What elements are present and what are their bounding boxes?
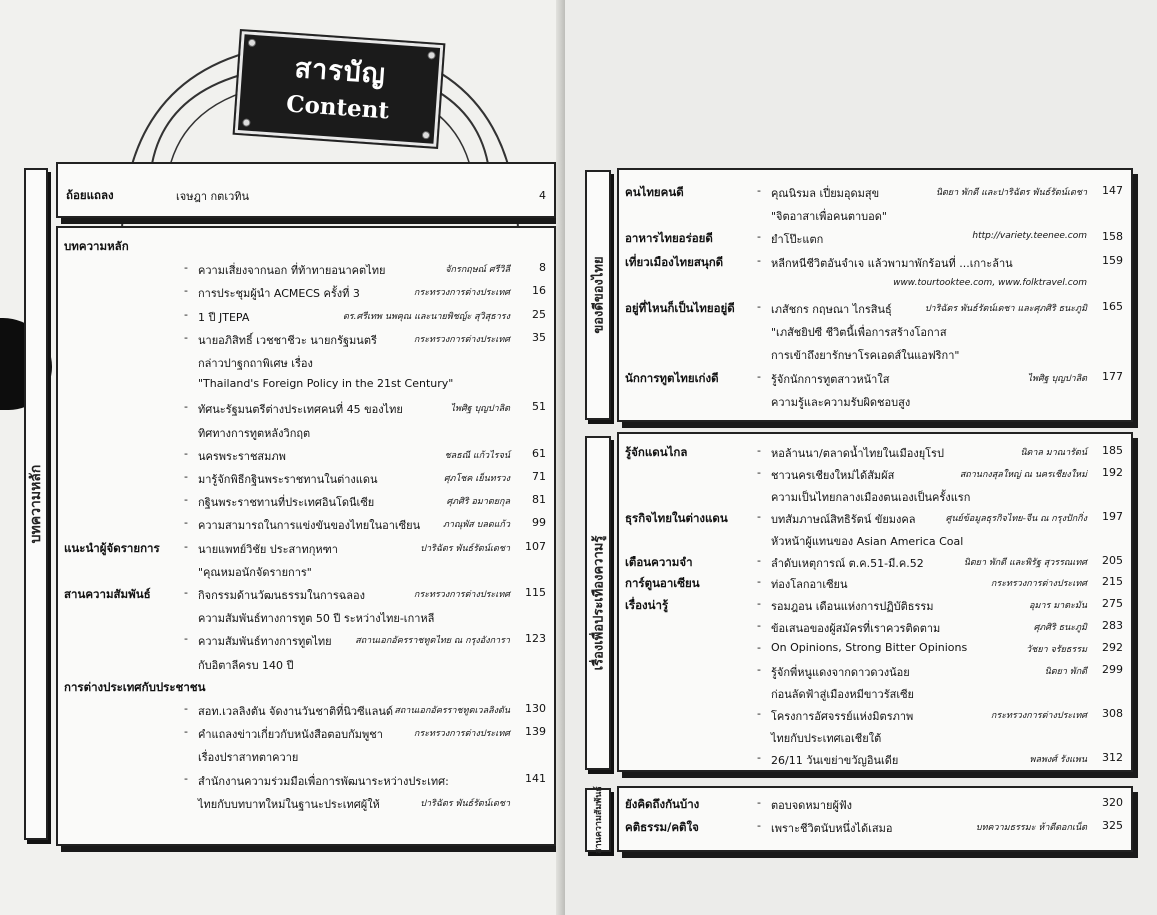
toc-page-number: 123 — [525, 632, 546, 646]
toc-entry-author: ไพศิฐ บุญปาลิต — [450, 404, 510, 415]
toc-row — [619, 619, 1131, 641]
toc-dash: - — [184, 771, 188, 785]
toc-entry-author: ศุภศิริ ธนะภูมิ — [1033, 623, 1087, 634]
toc-section-label: ธุรกิจไทยในต่างแดน — [625, 510, 728, 525]
right-side-tab-1-label: ของดีของไทย — [591, 256, 607, 334]
toc-dash: - — [184, 284, 188, 298]
toc-entry-continued: เรื่องปราสาทตาควาย — [198, 751, 299, 765]
toc-entry-title: รู้จักนักการทูตสาวหน้าใส — [771, 372, 890, 386]
toc-section-label: การต่างประเทศกับประชาชน — [64, 679, 206, 694]
toc-entry-author: ปาริฉัตร พันธ์รัตน์เดชา — [420, 543, 510, 554]
toc-entry-author: กระทรวงการต่างประเทศ — [990, 579, 1087, 590]
toc-entry-author: นิตยา พักดี และปาริฉัตร พันธ์รัตน์เดชา — [935, 188, 1087, 198]
intro-box — [56, 162, 556, 218]
toc-entry-author: จักรกฤษณ์ ศรีวิลี — [445, 265, 510, 276]
toc-page-number: 51 — [532, 400, 546, 414]
toc-row — [58, 679, 554, 702]
toc-entry-title: สอท.เวลลิงตัน จัดงานวันชาติที่นิวซีแลนด์ — [198, 705, 394, 718]
toc-entry-author: กระทรวงการต่างประเทศ — [413, 729, 510, 740]
toc-row — [58, 540, 554, 563]
toc-entry-author: บทความธรรมะ ห้าดีดอกเน็ต — [975, 823, 1087, 833]
toc-section-label: อาหารไทยอร่อยดี — [625, 231, 713, 246]
toc-page-number: 130 — [525, 702, 546, 715]
toc-section-label: คนไทยคนดี — [625, 185, 684, 199]
toc-row — [619, 532, 1131, 554]
toc-page-number: 165 — [1102, 300, 1123, 313]
toc-dash: - — [184, 539, 188, 553]
toc-dash: - — [184, 307, 188, 321]
toc-entry-continued: กล่าวปาฐกถาพิเศษ เรื่อง — [198, 357, 313, 370]
toc-entry-continued: ก่อนลัดฟ้าสู่เมืองหมีขาวรัสเซีย — [771, 687, 915, 701]
toc-entry-author: ภาณุพัส บลดแก้ว — [443, 520, 510, 531]
toc-entry-author: สถานเอกอัครราชทูตเวลลิงตัน — [394, 706, 510, 716]
toc-entry-continued: "คุณหมอนักจัดรายการ" — [198, 565, 312, 579]
right-side-tab-2 — [585, 436, 611, 770]
toc-row — [619, 597, 1131, 619]
toc-dash: - — [757, 253, 761, 267]
toc-dash: - — [757, 706, 761, 720]
toc-entry-author: สถานเอกอัครราชทูตไทย ณ กรุงอังการา — [355, 636, 510, 647]
intro-page: 4 — [539, 189, 546, 202]
toc-dash: - — [184, 586, 188, 599]
toc-dash: - — [757, 553, 761, 567]
toc-row — [58, 563, 554, 586]
toc-dash: - — [757, 575, 761, 589]
toc-dash: - — [757, 369, 761, 383]
toc-row — [619, 254, 1131, 277]
toc-dash: - — [757, 444, 761, 457]
toc-page-number: 115 — [525, 586, 546, 599]
toc-entry-title: กิจกรรมด้านวัฒนธรรมในการฉลอง — [198, 589, 365, 602]
toc-entry-title: On Opinions, Strong Bitter Opinions — [771, 641, 968, 655]
toc-row — [58, 609, 554, 632]
toc-section-label: การ์ตูนอาเซียน — [625, 576, 700, 591]
toc-dash: - — [757, 641, 761, 655]
toc-entry-title: รู้จักพี่หนูแดงจากดาวดวงน้อย — [771, 666, 910, 679]
toc-page-number: 185 — [1102, 444, 1123, 457]
right-side-tab-3 — [585, 788, 611, 852]
intro-author: เจษฎา กตเวทิน — [176, 190, 250, 203]
main-contents-box — [56, 226, 556, 846]
toc-row — [58, 354, 554, 377]
toc-page-number: 192 — [1102, 465, 1123, 479]
intro-section: ถ้อยแถลง — [66, 188, 114, 202]
toc-row — [58, 238, 554, 261]
toc-row — [619, 510, 1131, 532]
toc-row — [58, 308, 554, 331]
toc-dash: - — [184, 330, 188, 344]
toc-row — [619, 444, 1131, 466]
toc-row — [619, 751, 1131, 773]
toc-row — [58, 400, 554, 423]
toc-entry-title: ความเสี่ยงจากนอก ที่ท้าทายอนาคตไทย — [198, 264, 386, 278]
toc-entry-title: นายอภิสิทธิ์ เวชชาชีวะ นายกรัฐมนตรี — [198, 333, 377, 347]
toc-entry-continued: ความเป็นไทยกลางเมืองตนเองเป็นครั้งแรก — [771, 490, 971, 504]
toc-entry-continued: ไทยกับประเทศเอเชียใต้ — [771, 731, 882, 745]
toc-entry-continued: "Thailand's Foreign Policy in the 21st Century" — [198, 377, 454, 391]
toc-row — [619, 641, 1131, 663]
toc-page-number: 35 — [532, 330, 546, 344]
toc-entry-author: นิตยา พักดี — [1044, 667, 1087, 677]
toc-row — [58, 656, 554, 679]
toc-row — [619, 466, 1131, 488]
toc-page-number: 205 — [1102, 553, 1123, 567]
toc-dash: - — [757, 619, 761, 633]
toc-section-label: เรื่องน่ารู้ — [625, 598, 669, 613]
toc-entry-author: ศูนย์ข้อมูลธุรกิจไทย-จีน ณ กรุงปักกิ่ง — [945, 513, 1087, 524]
toc-entry-title: นายแพทย์วิชัย ประสาทกุหฑา — [198, 542, 338, 556]
toc-entry-title: กฐินพระราชทานที่ประเทศอินโดนีเซีย — [198, 496, 375, 510]
right-contents-box-2 — [617, 432, 1133, 772]
toc-section-label: รู้จักแดนไกล — [625, 445, 688, 459]
toc-page-number: 320 — [1102, 796, 1123, 809]
toc-entry-title: ความสามารถในการแข่งขันของไทยในอาเซียน — [198, 519, 421, 533]
toc-entry-continued: ความรู้และความรับผิดชอบสูง — [771, 395, 911, 409]
toc-page-number: 197 — [1102, 509, 1123, 523]
toc-section-label: ยังคิดถึงกันบ้าง — [625, 797, 700, 811]
toc-entry-author: กระทรวงการต่างประเทศ — [413, 590, 510, 600]
toc-page-number: 8 — [539, 261, 546, 275]
toc-row — [58, 470, 554, 493]
toc-entry-url: www.tourtooktee.com, www.folktravel.com — [893, 277, 1087, 288]
toc-entry-title: ยำโป๊ะแตก — [771, 233, 824, 247]
toc-entry-author: กระทรวงการต่างประเทศ — [413, 288, 510, 299]
toc-dash: - — [757, 597, 761, 611]
toc-page-number: 159 — [1102, 253, 1123, 267]
title-english: Content — [285, 90, 391, 125]
toc-entry-title: ความสัมพันธ์ทางการทูตไทย — [198, 635, 332, 649]
toc-page-number: 141 — [525, 771, 546, 785]
toc-row — [619, 207, 1131, 230]
toc-page-number: 99 — [532, 516, 546, 530]
toc-entry-author: กระทรวงการต่างประเทศ — [990, 710, 1087, 721]
title-thai: สารบัญ — [293, 52, 387, 91]
toc-row — [619, 346, 1131, 369]
toc-dash: - — [757, 750, 761, 764]
toc-entry-author: นิตยา พักดี และพิรัฐ สุวรรณเทศ — [963, 557, 1087, 568]
toc-entry-title: รอมฎอน เดือนแห่งการปฏิบัติธรรม — [771, 600, 934, 614]
toc-section-label: เที่ยวเมืองไทยสนุกดี — [625, 254, 724, 269]
right-contents-box-3 — [617, 786, 1133, 852]
toc-entry-author: ปาริฉัตร พันธ์รัตน์เดชา — [420, 798, 510, 809]
toc-section-label: คติธรรม/คติใจ — [625, 820, 699, 834]
toc-entry-title: ลำดับเหตุการณ์ ต.ค.51-มี.ค.52 — [771, 556, 924, 570]
toc-page-number: 139 — [525, 725, 546, 739]
toc-entry-title: การประชุมผู้นำ ACMECS ครั้งที่ 3 — [198, 287, 360, 301]
toc-row — [58, 424, 554, 447]
toc-section-label: สานความสัมพันธ์ — [64, 587, 151, 601]
toc-entry-author: ดร.ศรีเทพ นพคุณ และนายพิชญ์ะ สุวิสุธารง — [342, 311, 510, 322]
toc-entry-title: บทสัมภาษณ์สิทธิรัตน์ ขัยมงคล — [771, 512, 916, 526]
right-contents-box-1 — [617, 168, 1133, 422]
toc-entry-title: นครพระราชสมภพ — [198, 449, 286, 463]
right-side-tab-1 — [585, 170, 611, 420]
toc-dash: - — [757, 184, 761, 197]
toc-entry-author: ศุภศิริ อมาตยกุล — [446, 497, 510, 508]
title-sign — [235, 31, 444, 147]
toc-entry-continued: ความสัมพันธ์ทางการทูต 50 ปี ระหว่างไทย-เกาหลี — [198, 612, 435, 626]
toc-entry-author: พลพงศ์ รังแพน — [1029, 754, 1087, 765]
right-side-tab-2-label: เรื่องเพื่อประเทืองความรู้ — [591, 535, 607, 671]
bolt-icon — [422, 131, 431, 140]
toc-row — [619, 707, 1131, 729]
toc-entry-title: ตอบจดหมายผู้ฟัง — [771, 799, 853, 812]
toc-page-number: 299 — [1102, 663, 1123, 676]
toc-row — [619, 685, 1131, 707]
left-side-tab — [24, 168, 48, 840]
toc-dash: - — [757, 663, 761, 676]
toc-entry-author: กระทรวงการต่างประเทศ — [413, 334, 510, 345]
toc-dash: - — [184, 493, 188, 507]
toc-entry-author: อุมาร มาตะมัน — [1029, 601, 1087, 612]
toc-row — [58, 702, 554, 725]
toc-entry-continued: การเข้าถึงยารักษาโรคเอดส์ในแอฟริกา" — [771, 349, 960, 363]
toc-row — [58, 261, 554, 284]
toc-dash: - — [757, 509, 761, 523]
toc-entry-title: เพราะชีวิตนับหนึ่งได้เสมอ — [771, 822, 893, 835]
toc-section-label: แนะนำผู้จัดรายการ — [64, 540, 160, 555]
toc-entry-continued: กับอิตาลีครบ 140 ปี — [198, 658, 294, 672]
toc-entry-title: หอล้านนา/ตลาดน้ำไทยในเมืองยุโรป — [771, 447, 944, 460]
toc-page-number: 312 — [1102, 750, 1123, 764]
toc-row — [58, 795, 554, 818]
toc-row — [619, 300, 1131, 323]
toc-entry-title: ท่องโลกอาเซียน — [771, 578, 848, 592]
toc-entry-author: ชลธณี แก้วไรจน์ — [444, 450, 510, 461]
toc-row — [619, 554, 1131, 576]
toc-entry-continued: "เภสัชยิปซี ชีวิตนี้เพื่อการสร้างโอกาส — [771, 326, 947, 340]
toc-row — [619, 663, 1131, 685]
toc-entry-author: สถานกงสุลใหญ่ ณ นครเชียงใหม่ — [959, 469, 1087, 480]
toc-row — [58, 516, 554, 539]
toc-dash: - — [757, 300, 761, 313]
toc-dash: - — [184, 261, 188, 275]
toc-entry-author: ปาริฉัตร พันธ์รัตน์เดชา และศุภศิริ ธนะภูมิ — [924, 304, 1087, 314]
toc-page-number: 25 — [532, 307, 546, 321]
toc-row — [619, 575, 1131, 597]
toc-entry-title: สำนักงานความร่วมมือเพื่อการพัฒนาระหว่างประเทศ: — [198, 774, 449, 788]
toc-row — [619, 184, 1131, 207]
toc-page-number: 107 — [525, 539, 546, 553]
toc-entry-author: นิดาล มาณารัตน์ — [1020, 448, 1087, 458]
toc-entry-url: http://variety.teenee.com — [972, 231, 1087, 242]
toc-page-number: 292 — [1102, 641, 1123, 655]
bolt-icon — [242, 118, 251, 127]
toc-entry-author: ไพศิฐ บุญปาลิต — [1027, 373, 1087, 384]
toc-entry-continued: หัวหน้าผู้แทนของ Asian America Coal — [771, 534, 964, 548]
toc-dash: - — [757, 465, 761, 479]
toc-section-label: นักการทูตไทยเก่งดี — [625, 370, 719, 385]
toc-row — [619, 323, 1131, 346]
toc-section-label: เตือนความจำ — [625, 554, 693, 569]
toc-section-label: อยู่ที่ไหนก็เป็นไทยอยู่ดี — [625, 301, 735, 315]
toc-row — [58, 772, 554, 795]
toc-page-number: 81 — [532, 493, 546, 507]
toc-dash: - — [757, 230, 761, 244]
toc-row — [58, 377, 554, 400]
toc-entry-title: เภสัชกร กฤษณา ไกรสินธุ์ — [771, 303, 892, 316]
toc-page-number: 16 — [532, 284, 546, 298]
toc-row — [58, 586, 554, 609]
toc-dash: - — [184, 516, 188, 530]
toc-section-label: บทความหลัก — [64, 239, 129, 253]
toc-entry-title: ชาวนครเชียงใหม่ได้สัมผัส — [771, 468, 895, 482]
toc-row — [58, 284, 554, 307]
toc-entry-title: 26/11 วันเขย่าขวัญอินเดีย — [771, 753, 899, 767]
toc-row — [58, 748, 554, 771]
toc-page-number: 61 — [532, 446, 546, 460]
toc-dash: - — [757, 819, 761, 832]
toc-row — [58, 493, 554, 516]
toc-dash: - — [184, 470, 188, 483]
toc-row — [58, 632, 554, 655]
toc-page-number: 325 — [1102, 819, 1123, 832]
toc-row — [619, 393, 1131, 416]
toc-entry-title: คำแถลงข่าวเกี่ยวกับหนังสือตอบกัมพูชา — [198, 728, 383, 742]
toc-page-number: 147 — [1102, 184, 1123, 197]
toc-entry-continued: ไทยกับบทบาทใหม่ในฐานะประเทศผู้ให้ — [198, 797, 380, 811]
toc-entry-continued: ทิศทางการทูตหลังวิกฤต — [198, 426, 311, 440]
toc-entry-continued: "จิตอาสาเพื่อคนตาบอด" — [771, 210, 887, 224]
toc-page-number: 177 — [1102, 369, 1123, 383]
toc-entry-title: โครงการอัศจรรย์แห่งมิตรภาพ — [771, 709, 914, 723]
toc-row — [58, 331, 554, 354]
toc-entry-title: คุณนิรมล เปี่ยมอุดมสุข — [771, 187, 880, 200]
toc-page-number: 283 — [1102, 619, 1123, 633]
toc-entry-title: หลีกหนีชีวิตอันจำเจ แล้วพามาพักร้อนที่ ...เกาะล้าน — [771, 256, 1013, 270]
toc-row — [58, 447, 554, 470]
left-page — [0, 0, 565, 915]
right-page — [565, 0, 1157, 915]
toc-dash: - — [184, 632, 188, 646]
toc-row — [619, 277, 1131, 300]
toc-dash: - — [184, 725, 188, 739]
toc-row — [619, 729, 1131, 751]
toc-entry-title: ข้อเสนอของผู้สมัครที่เราควรติดตาม — [771, 622, 941, 636]
toc-page-number: 71 — [532, 470, 546, 483]
toc-page-number: 158 — [1102, 230, 1123, 244]
toc-dash: - — [184, 702, 188, 715]
toc-row — [619, 370, 1131, 393]
toc-row — [619, 796, 1131, 819]
toc-row — [619, 230, 1131, 253]
right-side-tab-3-label: สานความสัมพันธ์ — [594, 786, 604, 854]
toc-entry-title: มารู้จักพิธีกฐินพระราชทานในต่างแดน — [198, 473, 378, 486]
toc-row — [619, 488, 1131, 510]
toc-dash: - — [184, 400, 188, 414]
toc-dash: - — [184, 446, 188, 460]
toc-entry-author: วัชยา จรัยธรรม — [1026, 645, 1087, 656]
toc-entry-title: ทัศนะรัฐมนตรีต่างประเทศคนที่ 45 ของไทย — [198, 403, 403, 417]
toc-page-number: 275 — [1102, 597, 1123, 611]
left-side-tab-label: บทความหลัก — [28, 464, 44, 544]
toc-row — [58, 725, 554, 748]
toc-dash: - — [757, 796, 761, 809]
toc-row — [619, 819, 1131, 842]
toc-entry-author: ศุภโชค เย็นทรวง — [443, 474, 510, 484]
toc-page-number: 215 — [1102, 575, 1123, 589]
toc-page-number: 308 — [1102, 706, 1123, 720]
toc-entry-title: 1 ปี JTEPA — [198, 310, 250, 324]
